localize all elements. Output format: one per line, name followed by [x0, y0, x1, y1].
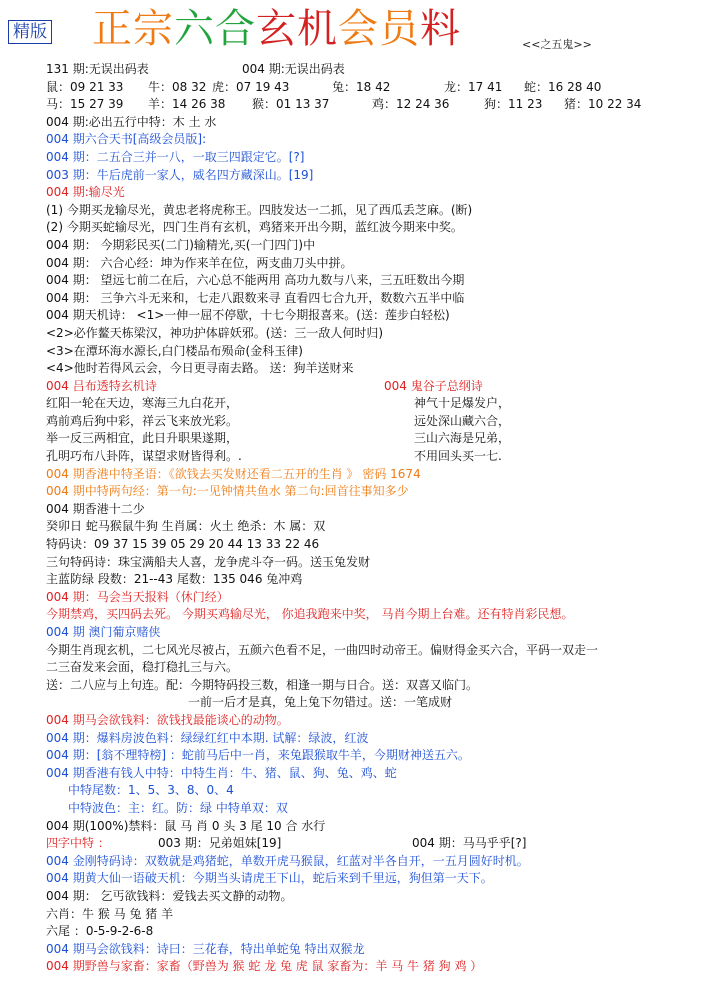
line: 004 期六合天书[高级会员版]:: [46, 132, 207, 147]
zodiac-cell: 狗：11 23: [484, 97, 543, 112]
line: 004 期：[翁不理特榜] ：蛇前马后中一肖，来兔跟猴取牛羊，今期财神送五六。: [46, 748, 470, 763]
line: 今期生肖现玄机，二七风光尽被占，五颜六色看不足，一曲四时动帝王。偏财得金买六合，平码一双走一: [46, 642, 599, 657]
line: 004 期香港有钱人中特：中特生肖：牛、猪、鼠、狗、兔、鸡、蛇: [46, 765, 397, 780]
line: 004 期： 今期彩民买(二门)输精光,买(一门四门)中: [46, 237, 316, 252]
line: 004 期：马会当天报料（休门经）: [46, 589, 229, 604]
line: 004 期(100%)禁料：鼠 马 肖 0 头 3 尾 10 合 水行: [46, 818, 326, 833]
line: 送：二八应与上句连。配：今期特码投三数，相逢一期与日合。送：双喜又临门。: [46, 677, 479, 692]
line: (2) 今期买蛇输尽光，四门生肖有玄机，鸡猪来开出今期，蓝红波今期来中奖。: [46, 220, 463, 235]
line: (1) 今期买龙输尽光，黄忠老将虎称王。四肢发达一二抓，见了西瓜丢芝麻。(断): [46, 202, 473, 217]
line: 004 期香港中特圣语：《欲钱去买发财还看二五开的生肖 》 密码 1674: [46, 466, 421, 481]
line: 004 期马会欲钱料：欲钱找最能谈心的动物。: [46, 712, 289, 727]
content: [46, 61, 706, 976]
zodiac-cell: 牛：08 32: [148, 79, 207, 94]
line: 中特尾数：1、5、3、8、0、4: [68, 783, 234, 798]
poem-line: 举一反三两相宜，此日升职果遂期，: [46, 431, 239, 446]
poem-line: 孔明巧布八卦阵，谋望求财皆得利。.: [46, 449, 242, 464]
title-part: 六合: [174, 6, 256, 52]
zodiac-cell: 猴：01 13 37: [252, 97, 330, 112]
zodiac-cell: 虎：07 19 43: [212, 79, 290, 94]
line: 004 金刚特码诗：双数就是鸡猪蛇，单数开虎马猴鼠，红蓝对半各自开，一五月圆好时机。: [46, 853, 529, 868]
line: 004 期马会欲钱料：诗曰：三花春，特出单蛇兔 特出双猴龙: [46, 941, 365, 956]
line: 004 期天机诗： <1>一伸一屈不停歇，十七今期报喜来。(送：莲步白轻松): [46, 308, 450, 323]
poem-line: 不用回头买一七.: [414, 449, 502, 464]
line: 004 期： 六合心经：坤为作来羊在位，两支曲刀头中拼。: [46, 255, 353, 270]
line: [46, 378, 706, 396]
zodiac-cell: 兔：18 42: [332, 79, 391, 94]
line: 中特波色：主：红。防：绿 中特单双：双: [68, 800, 288, 815]
poem-line: 神气十足爆发户，: [414, 396, 511, 411]
zodiac-cell: 猪：10 22 34: [564, 97, 642, 112]
line: 003 期：牛后虎前一家人，威名四方藏深山。[19]: [46, 167, 314, 182]
title-part: 会员: [338, 6, 420, 52]
zodiac-cell: 羊：14 26 38: [148, 97, 226, 112]
title-part: 正宗: [92, 6, 174, 52]
poem-left: [46, 395, 414, 465]
line: 004 期： 乞丐欲钱料：爱钱去买文静的动物。: [46, 888, 293, 903]
badge: 精版: [8, 20, 52, 44]
text: 003 期：兄弟姐妹[19]: [158, 836, 282, 851]
line: 004 期:输尽光: [46, 185, 125, 200]
poem: [46, 395, 706, 465]
line: 三句特码诗：珠宝满船夫人喜，龙争虎斗夺一码。送玉兔发财: [46, 554, 371, 569]
text: 四字中特 ：: [46, 836, 110, 851]
text: 004 期:无误出码表: [242, 62, 345, 76]
zodiac-cell: 鼠：09 21 33: [46, 79, 124, 94]
zodiac-row: [46, 96, 706, 114]
line: 主蓝防绿 段数：21--43 尾数：135 046 兔冲鸡: [46, 572, 303, 587]
line: [46, 835, 706, 853]
subtitle: <<之五鬼>>: [522, 38, 592, 51]
text: 004 吕布透特玄机诗: [46, 378, 157, 393]
line: 004 期 澳门葡京赌侠: [46, 625, 161, 639]
poem-line: 远处深山藏六合，: [414, 413, 511, 428]
line: <4>他时若得风云会，今日更寻南去路。 送：狗羊送财来: [46, 361, 354, 376]
line: 004 期： 三争六斗无来和，七走八跟数来寻 直看四七合九开，数数六五半中临: [46, 290, 465, 305]
line: 004 期香港十二少: [46, 501, 145, 516]
line: 今期禁鸡，买四码去死。 今期买鸡输尽光， 你追我跑来中奖， 马肖今期上台难。还有特肖彩民想。: [46, 607, 574, 622]
line: 癸卯日 蛇马猴鼠牛狗 生肖属：火土 绝杀：木 属：双: [46, 519, 326, 534]
zodiac-cell: 龙：17 41: [444, 79, 503, 94]
line: <3>在潭环海水源长,白门楼品布殒命(金科玉律): [46, 343, 303, 358]
poem-line: 鸡前鸡后狗中彩，祥云飞来放光彩。: [46, 413, 239, 428]
line: 004 期中特两句经：第一句:一见钟情共鱼水 第二句:回首往事知多少: [46, 484, 409, 499]
line: 004 期野兽与家畜：家畜（野兽为 猴 蛇 龙 兔 虎 鼠 家畜为：羊 马 牛 猪 狗 鸡 ）: [46, 959, 483, 974]
poem-line: 三山六海是兄弟，: [414, 431, 511, 446]
poem-right: [414, 395, 706, 465]
poem-line: 红阳一轮在天边，寒海三九白花开，: [46, 396, 239, 411]
text: 004 期：马马乎乎[?]: [412, 836, 527, 851]
line: 004 期：爆料房波色料：绿绿红红中本期. 试解：绿波，红波: [46, 730, 369, 745]
header: [0, 0, 713, 56]
line: 六尾 ：0-5-9-2-6-8: [46, 924, 154, 939]
line: 特码诀：09 37 15 39 05 29 20 44 13 33 22 46: [46, 537, 320, 552]
line: <2>必作鳌天栋梁汉，神功护体辟妖邪。(送：三一敌人何时归): [46, 325, 384, 340]
text: 004 鬼谷子总纲诗: [384, 378, 483, 393]
zodiac-row: [46, 79, 706, 97]
line: 004 期：二五合三并一八，一取三四跟定它。[?]: [46, 149, 305, 164]
line: 004 期： 望远七前二在后，六心总不能两用 高功九数与八来，三五旺数出今期: [46, 273, 465, 288]
line: [46, 61, 706, 79]
title-part: 料: [420, 6, 461, 52]
zodiac-cell: 马：15 27 39: [46, 97, 124, 112]
zodiac-cell: 鸡：12 24 36: [372, 97, 450, 112]
text: 131 期:无误出码表: [46, 62, 149, 76]
line: 004 期黄大仙一语破天机：今期当头请虎王下山，蛇后来到千里远，狗但第一天下。: [46, 871, 493, 886]
line: 二三奋发来会面，稳打稳扎三与六。: [46, 660, 239, 675]
line: 004 期:必出五行中特：木 土 水: [46, 114, 217, 129]
zodiac-cell: 蛇：16 28 40: [524, 79, 602, 94]
line: 六肖：牛 猴 马 兔 猪 羊: [46, 906, 174, 921]
page-title: [92, 6, 461, 52]
title-part: 玄机: [256, 6, 338, 52]
line: 一前一后才是真，兔上兔下勿错过。送：一笔成财: [188, 695, 453, 710]
